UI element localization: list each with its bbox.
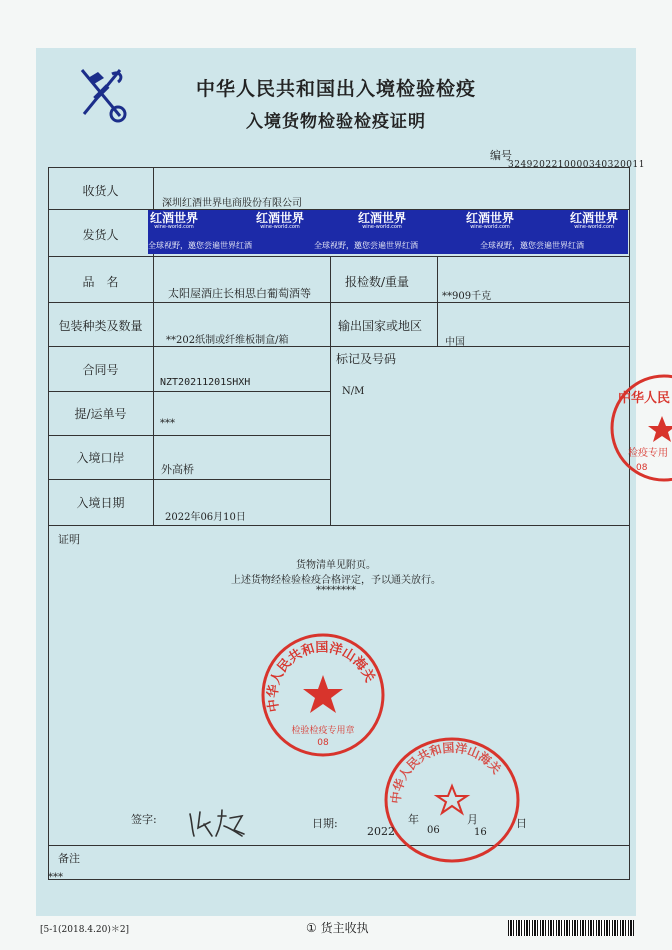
row-divider — [48, 435, 330, 436]
seal-star-icon — [303, 675, 343, 713]
sign-month: 06 — [427, 825, 440, 836]
watermark-logo: 红酒世界 wine-world.com — [570, 211, 619, 230]
sign-year-label: 年 — [408, 813, 419, 826]
seal-star-icon — [648, 416, 672, 442]
customs-seal-main — [259, 631, 387, 759]
sign-day-label: 日 — [516, 817, 527, 830]
row-divider — [48, 256, 630, 257]
form-code: [5-1(2018.4.20)＊2] — [40, 925, 130, 935]
number-value: 3249202210000340320011 — [508, 160, 645, 170]
seal-lower-arc-text: 中华人民共和国洋山海关 — [388, 740, 504, 805]
customs-seal-lower — [382, 734, 522, 864]
row-divider — [48, 391, 330, 392]
watermark-logo: 红酒世界 wine-world.com — [358, 211, 407, 230]
sign-day: 16 — [474, 827, 487, 838]
customs-seal-edge — [604, 372, 672, 484]
copy-designation: ① 货主收执 — [306, 921, 369, 935]
entry-date-label: 入境日期 — [76, 496, 125, 510]
row-divider — [48, 346, 630, 347]
document-subtitle: 入境货物检验检疫证明 — [246, 112, 426, 132]
remarks-label: 备注 — [58, 852, 80, 865]
bill-value: *** — [160, 418, 175, 429]
seal-main-no: 08 — [317, 738, 329, 748]
watermark-slogan: 全球视野，邀您尝遍世界红酒 — [314, 241, 418, 250]
row-divider — [48, 845, 630, 846]
row-divider — [48, 479, 330, 480]
packaging-value: **202纸制或纤维板制盒/箱 — [166, 335, 289, 346]
watermark-slogan: 全球视野，邀您尝遍世界红酒 — [148, 241, 252, 250]
contract-label: 合同号 — [82, 363, 119, 377]
number-label: 编号 — [490, 149, 512, 162]
quantity-label: 报检数/重量 — [345, 275, 410, 289]
seal-edge-sub: 检疫专用 — [628, 448, 668, 459]
signature-label: 签字: — [131, 813, 157, 826]
watermark-slogan: 全球视野，邀您尝遍世界红酒 — [480, 241, 584, 250]
seal-edge-text: 中华人民 — [618, 391, 671, 406]
quantity-value: **909千克 — [442, 291, 492, 302]
watermark-banner — [148, 210, 628, 254]
entry-date-value: 2022年06月10日 — [165, 512, 246, 523]
row-divider — [48, 525, 630, 526]
seal-main-sub: 检验检疫专用章 — [291, 726, 355, 736]
contract-value: NZT20211201SHXH — [160, 377, 251, 388]
remarks-value: *** — [48, 872, 63, 883]
marks-value: N/M — [342, 386, 365, 397]
certification-line3: ******** — [316, 585, 356, 596]
bill-label: 提/运单号 — [74, 407, 127, 421]
certification-label: 证明 — [58, 533, 80, 546]
consignor-label: 发货人 — [82, 228, 119, 242]
column-divider — [437, 256, 438, 346]
document-title: 中华人民共和国出入境检验检疫 — [195, 78, 476, 100]
barcode — [508, 920, 634, 936]
sign-year: 2022 — [367, 825, 395, 838]
origin-value: 中国 — [445, 337, 465, 348]
watermark-logo: 红酒世界 wine-world.com — [150, 211, 199, 230]
seal-main-arc-text: 中华人民共和国洋山海关 — [265, 640, 377, 713]
seal-star-icon — [437, 786, 467, 813]
certification-line2: 上述货物经检验检疫合格评定，予以通关放行。 — [231, 575, 441, 586]
date-label: 日期: — [312, 817, 338, 830]
product-value: 太阳屋酒庄长相思白葡萄酒等 — [168, 287, 311, 300]
row-divider — [48, 302, 630, 303]
certification-line1: 货物清单见附页。 — [296, 560, 376, 571]
packaging-label: 包装种类及数量 — [58, 319, 143, 333]
watermark-logo: 红酒世界 wine-world.com — [256, 211, 305, 230]
seal-edge-no: 08 — [636, 463, 648, 473]
origin-label: 输出国家或地区 — [338, 319, 423, 333]
consignee-label: 收货人 — [82, 184, 119, 198]
watermark-logo: 红酒世界 wine-world.com — [466, 211, 515, 230]
marks-label: 标记及号码 — [336, 352, 397, 366]
port-value: 外高桥 — [161, 463, 194, 476]
port-label: 入境口岸 — [76, 451, 125, 465]
sign-month-label: 月 — [467, 813, 478, 826]
consignee-value: 深圳红酒世界电商股份有限公司 — [162, 198, 302, 209]
column-divider — [330, 256, 331, 525]
product-label: 品 名 — [82, 275, 119, 289]
handwritten-signature — [186, 806, 252, 840]
